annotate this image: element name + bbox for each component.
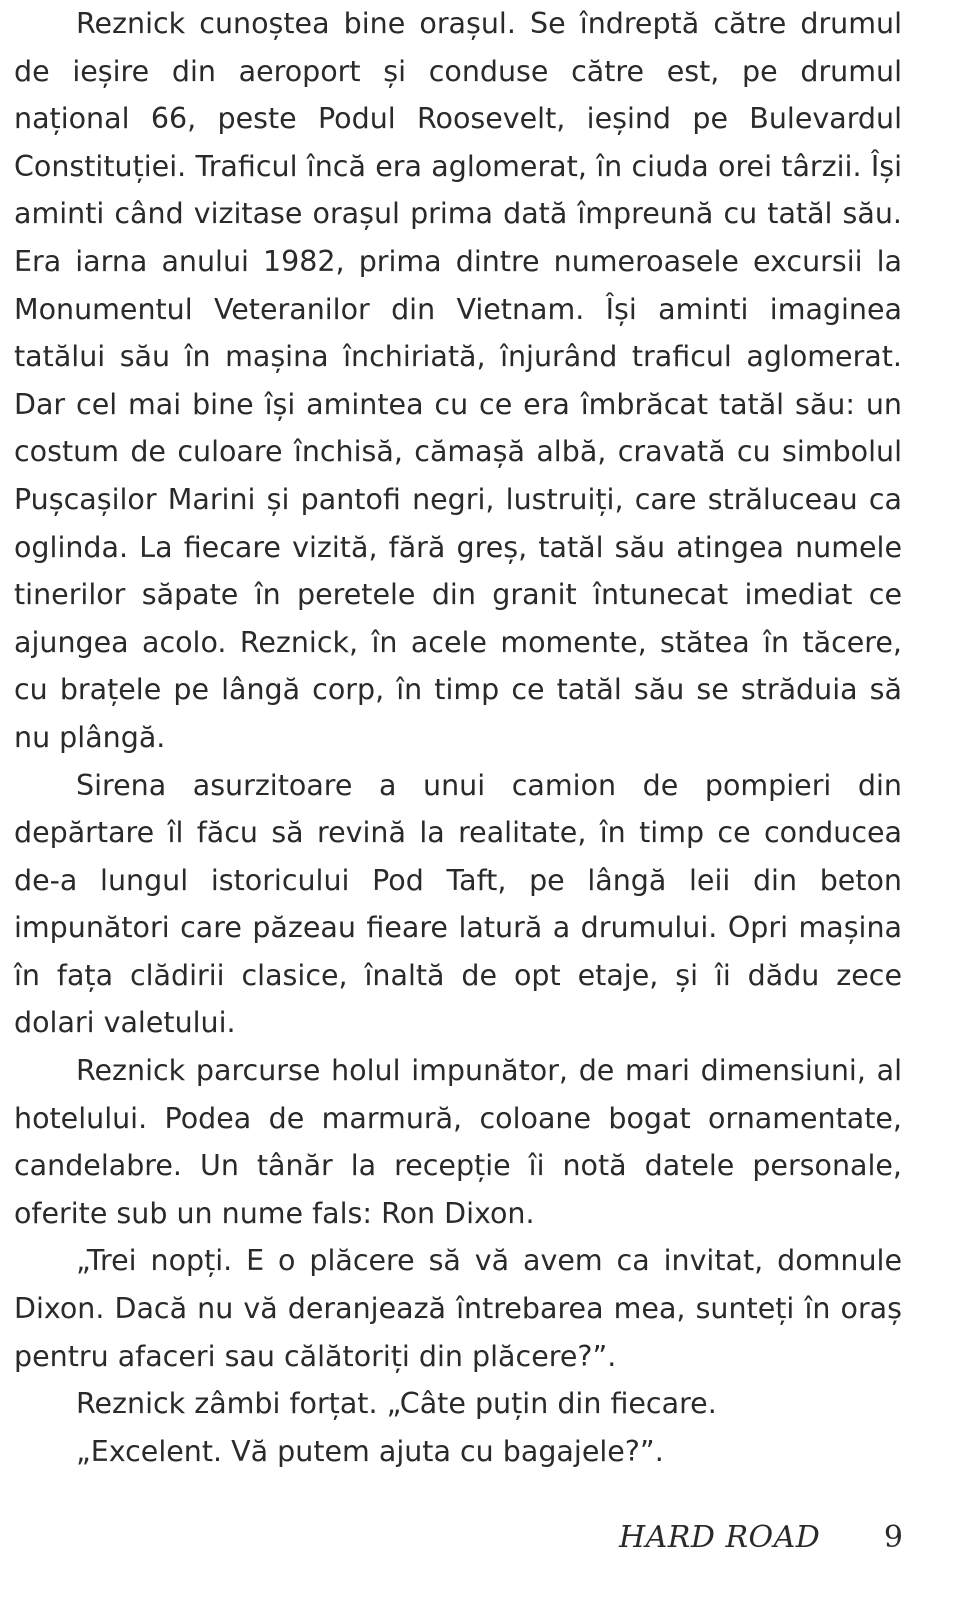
book-title: HARD ROAD	[618, 1520, 821, 1555]
paragraph-2: Sirena asurzitoare a unui camion de pompieri din depărtare îl făcu să revină la realitate, în timp ce conducea de-a lungul istoricului Pod Taft, pe lângă leii din beton impunători care păzeau fieare latură a drumului. Opri mașina în fața clădirii clasice, înaltă de opt etaje, și îi dădu zece dolari valetului.	[14, 768, 902, 1040]
paragraph-5: Reznick zâmbi forțat. „Câte puțin din fiecare.	[76, 1387, 717, 1421]
running-footer	[619, 1518, 903, 1558]
paragraph-4: „Trei nopți. E o plăcere să vă avem ca invitat, domnule Dixon. Dacă nu vă deranjează întrebarea mea, sunteți în oraș pentru afaceri sau călătoriți din plăcere?”.	[14, 1244, 902, 1373]
paragraph-3: Reznick parcurse holul impunător, de mari dimensiuni, al hotelului. Podea de marmură, coloane bogat ornamentate, candelabre. Un tânăr la recepție îi notă datele personale, oferite sub un nume fals: Ron Dixon.	[14, 1054, 902, 1230]
paragraph-1: Reznick cunoștea bine orașul. Se îndreptă către drumul de ieșire din aeroport și conduse către est, pe drumul național 66, peste Podul Roosevelt, ieșind pe Bulevardul Constituției. Traficul încă era aglomerat, în ciuda orei târzii. Își aminti când vizitase orașul prima dată împreună cu tatăl său. Era iarna anului 1982, prima dintre numeroasele excursii la Monumentul Veteranilor din Vietnam. Își aminti imaginea tatălui său în mașina închiriată, înjurând traficul aglomerat. Dar cel mai bine își amintea cu ce era îmbrăcat tatăl său: un costum de culoare închisă, cămașă albă, cravată cu simbolul Pușcașilor Marini și pantofi negri, lustruiți, care străluceau ca oglinda. La fiecare vizită, fără greș, tatăl său atingea numele tinerilor săpate în peretele din granit întunecat imediat ce ajungea acolo. Reznick, în acele momente, stătea în tăcere, cu brațele pe lângă corp, în timp ce tatăl său se străduia să nu plângă.	[14, 7, 902, 754]
page-number: 9	[883, 1520, 903, 1555]
page-body	[14, 0, 902, 1475]
paragraph-6: „Excelent. Vă putem ajuta cu bagajele?”.	[76, 1434, 664, 1468]
